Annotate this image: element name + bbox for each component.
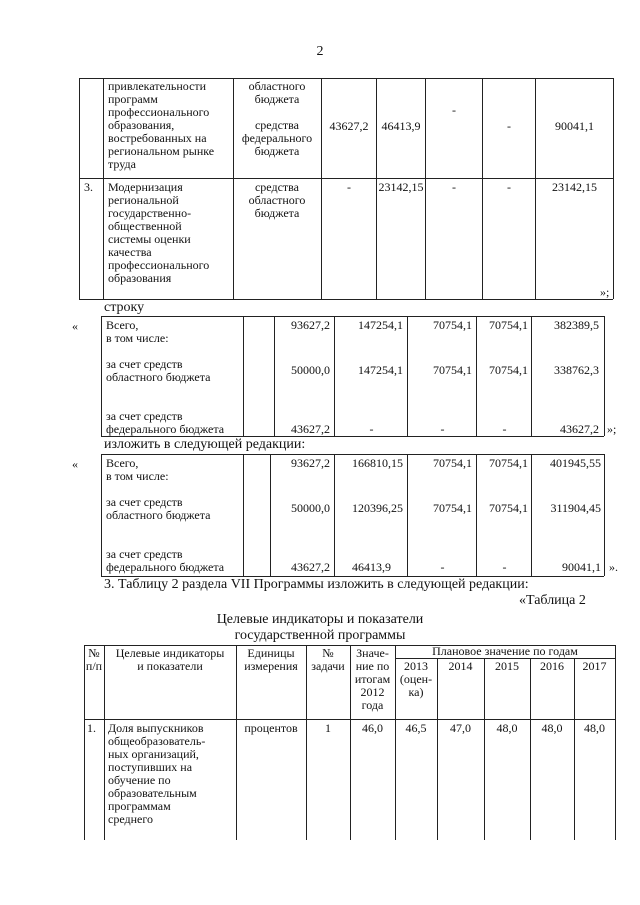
regional-2013-cell: 50000,0 [291,501,330,515]
header-unit: Единицы измерения [244,646,298,673]
section-subheading: государственной программы [234,628,406,643]
header-year-2013: 2013 (оцен- ка) [399,659,433,699]
federal-2016-cell: - [502,422,507,436]
value-2013-cell: 46,5 [405,721,427,735]
federal-2015-cell: - [440,422,445,436]
federal-sum-cell: 90041,1 [562,560,601,574]
header-base-value: Значе- ние по итогам 2012 года [354,646,391,712]
page-number: 2 [316,44,324,59]
task-number-cell: 1 [325,721,331,735]
regional-sum-cell: 311904,45 [550,501,601,515]
federal-2016-cell: - [502,560,507,574]
federal-2015-cell: - [440,560,445,574]
value-2015-cell: 48,0 [496,721,518,735]
federal-2013-cell: 43627,2 [291,422,330,436]
closing-quote: ». [609,560,618,574]
federal-2013-cell: 43627,2 [291,560,330,574]
regional-2015-cell: 70754,1 [433,501,472,515]
section-heading: Целевые индикаторы и показатели [216,612,424,627]
federal-2014-cell: 46413,9 [352,560,391,574]
base-value-cell: 46,0 [362,721,383,735]
totals-label-cell: Всего, в том числе: за счет средств областного бюджета за счет средств федерального бюджета [106,318,225,436]
regional-2016-cell: 70754,1 [489,363,528,377]
total-2016-cell: 70754,1 [489,318,528,332]
total-2016-cell: 70754,1 [489,456,528,470]
federal-sum-cell: 43627,2 [560,422,599,436]
value-2016-cell: 48,0 [541,721,563,735]
indicator-name-cell: Доля выпускников общеобразователь- ных организаций, поступивших на обучение по образовательным программам среднего [108,721,206,826]
header-indicator-name: Целевые индикаторы и показатели [115,646,225,673]
value-2016-cell: - [507,180,511,194]
header-number: № п/п [85,646,103,673]
row-number-cell: 3. [84,180,93,194]
total-2015-cell: 70754,1 [433,318,472,332]
totals-label-cell: Всего, в том числе: за счет средств областного бюджета за счет средств федерального бюджета [106,456,225,574]
value-total-cell: 23142,15 [552,180,597,194]
instruction-line: изложить в следующей редакции: [104,437,306,452]
total-2014-cell: 147254,1 [358,318,403,332]
funding-source-cell: областного бюджета средства федерального бюджета [241,79,313,158]
value-2017-cell: 48,0 [584,721,605,735]
header-year-2017: 2017 [582,659,607,673]
header-year-2016: 2016 [540,659,564,673]
total-sum-cell: 401945,55 [550,456,601,470]
regional-2014-cell: 147254,1 [358,363,403,377]
header-planned-values: Плановое значение по годам [432,644,578,658]
regional-2013-cell: 50000,0 [291,363,330,377]
closing-quote: »; [600,285,610,299]
regional-2014-cell: 120396,25 [352,501,403,515]
value-2014-cell: 47,0 [450,721,471,735]
federal-2014-cell: - [369,422,374,436]
header-task-number: № задачи [311,646,345,673]
unit-cell: процентов [244,721,298,735]
header-year-2015: 2015 [495,659,519,673]
value-2016-cell: - [507,119,511,133]
measure-name-cell: Модернизация региональной государственно- общественной системы оценки качества профессионального образования [108,180,210,285]
opening-quote: « [72,457,78,471]
instruction-line: строку [104,300,145,315]
regional-2015-cell: 70754,1 [433,363,472,377]
table-reference: «Таблица 2 [519,593,586,608]
funding-source-cell: средства областного бюджета [248,180,306,220]
value-2013-cell: 43627,2 [329,119,369,133]
total-2015-cell: 70754,1 [433,456,472,470]
value-total-cell: 90041,1 [555,119,594,133]
total-2014-cell: 166810,15 [352,456,403,470]
row-number-cell: 1. [87,721,96,735]
value-2013-cell: - [347,180,351,194]
opening-quote: « [72,319,78,333]
regional-sum-cell: 338762,3 [554,363,599,377]
measure-name-cell: привлекательности программ профессионального образования, востребованных на региональном рынке труда [108,79,215,171]
total-2013-cell: 93627,2 [291,456,330,470]
value-2015-cell: - [452,180,456,194]
paragraph-3: 3. Таблицу 2 раздела VII Программы изложить в следующей редакции: [104,577,529,592]
value-2014-cell: 46413,9 [381,119,421,133]
header-year-2014: 2014 [448,659,473,673]
total-sum-cell: 382389,5 [554,318,599,332]
value-2014-cell: 23142,15 [378,180,424,194]
value-2015-cell: - [452,103,456,117]
closing-quote: »; [607,422,617,436]
total-2013-cell: 93627,2 [291,318,330,332]
regional-2016-cell: 70754,1 [489,501,528,515]
